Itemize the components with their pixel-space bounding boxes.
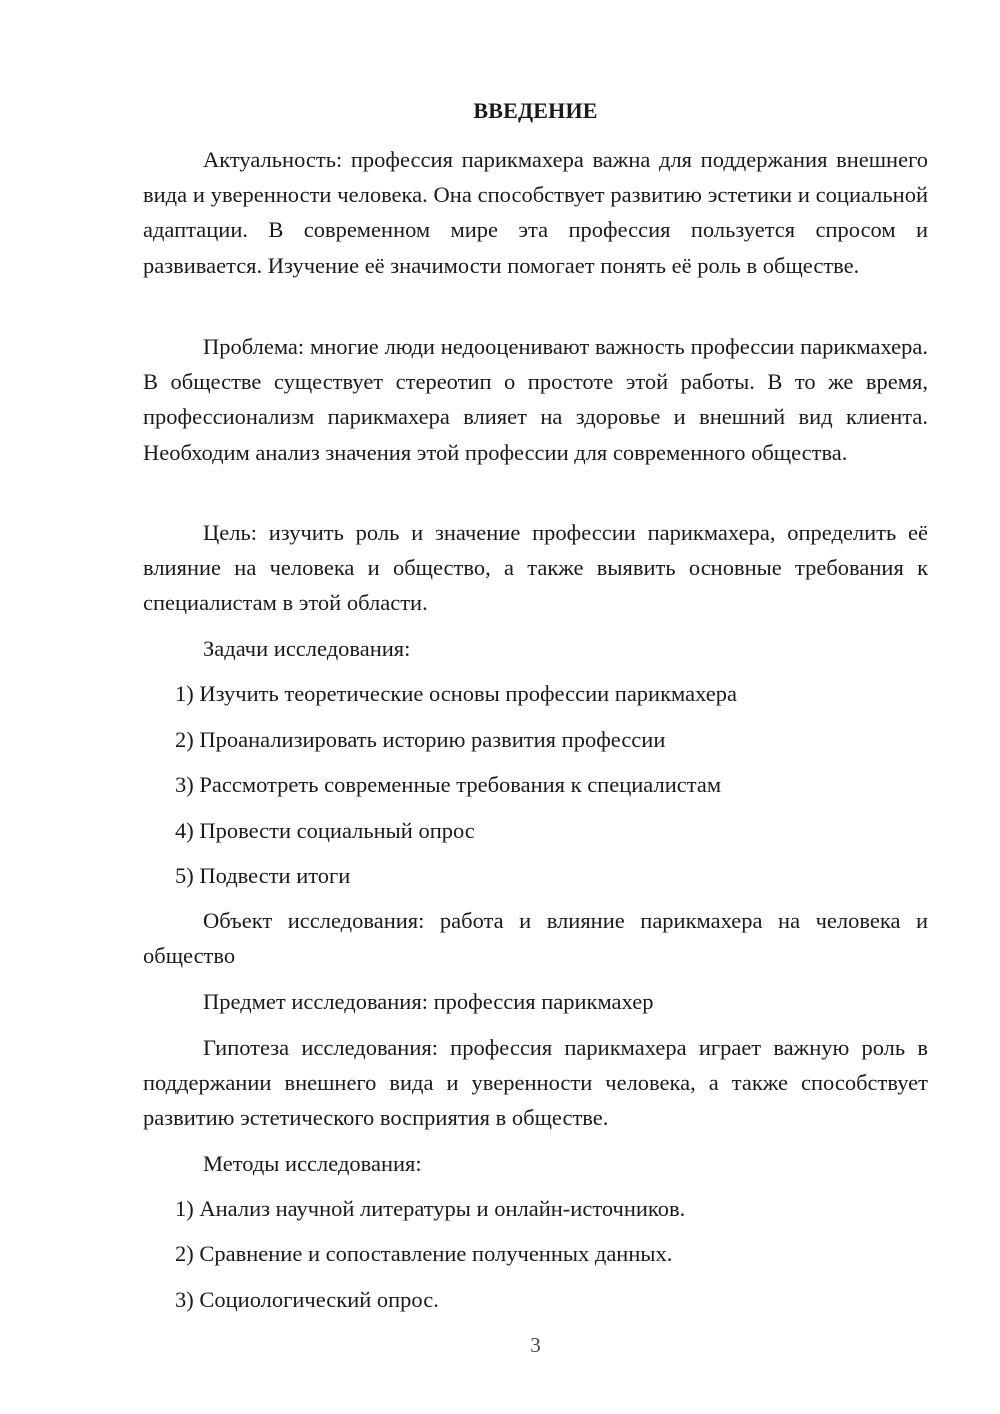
task-item-1: 1) Изучить теоретические основы профессии парикмахера bbox=[175, 681, 738, 706]
task-item-2: 2) Проанализировать историю развития профессии bbox=[175, 727, 666, 752]
paragraph-relevance: Актуальность: профессия парикмахера важна для поддержания внешнего вида и уверенности человека. Она способствует развитию эстетики и социальной адаптации. В современном мире эта профессия пользуется спросом и развивается. Изучение её значимости помогает понять её роль в обществе. bbox=[143, 147, 928, 278]
document-page bbox=[143, 0, 928, 1414]
method-item-2: 2) Сравнение и сопоставление полученных данных. bbox=[175, 1241, 673, 1266]
method-item-3: 3) Социологический опрос. bbox=[175, 1287, 439, 1312]
paragraph-subject: Предмет исследования: профессия парикмахер bbox=[203, 989, 654, 1014]
paragraph-hypothesis: Гипотеза исследования: профессия парикмахера играет важную роль в поддержании внешнего вида и уверенности человека, а также способствует развитию эстетического восприятия в обществе. bbox=[143, 1035, 928, 1131]
task-item-5: 5) Подвести итоги bbox=[175, 863, 351, 888]
paragraph-goal: Цель: изучить роль и значение профессии парикмахера, определить её влияние на человека и общество, а также выявить основные требования к специалистам в этой области. bbox=[143, 520, 928, 616]
page-number: 3 bbox=[530, 1333, 541, 1357]
task-item-4: 4) Провести социальный опрос bbox=[175, 818, 475, 843]
paragraph-problem: Проблема: многие люди недооценивают важность профессии парикмахера. В обществе существует стереотип о простоте этой работы. В то же время, профессионализм парикмахера влияет на здоровье и внешний вид клиента. Необходим анализ значения этой профессии для современного общества. bbox=[143, 334, 928, 465]
task-item-3: 3) Рассмотреть современные требования к специалистам bbox=[175, 772, 722, 797]
tasks-heading: Задачи исследования: bbox=[203, 636, 411, 661]
method-item-1: 1) Анализ научной литературы и онлайн-источников. bbox=[175, 1196, 686, 1221]
page-title: ВВЕДЕНИЕ bbox=[473, 98, 598, 123]
methods-heading: Методы исследования: bbox=[203, 1151, 422, 1176]
paragraph-object: Объект исследования: работа и влияние парикмахера на человека и общество bbox=[143, 908, 928, 969]
